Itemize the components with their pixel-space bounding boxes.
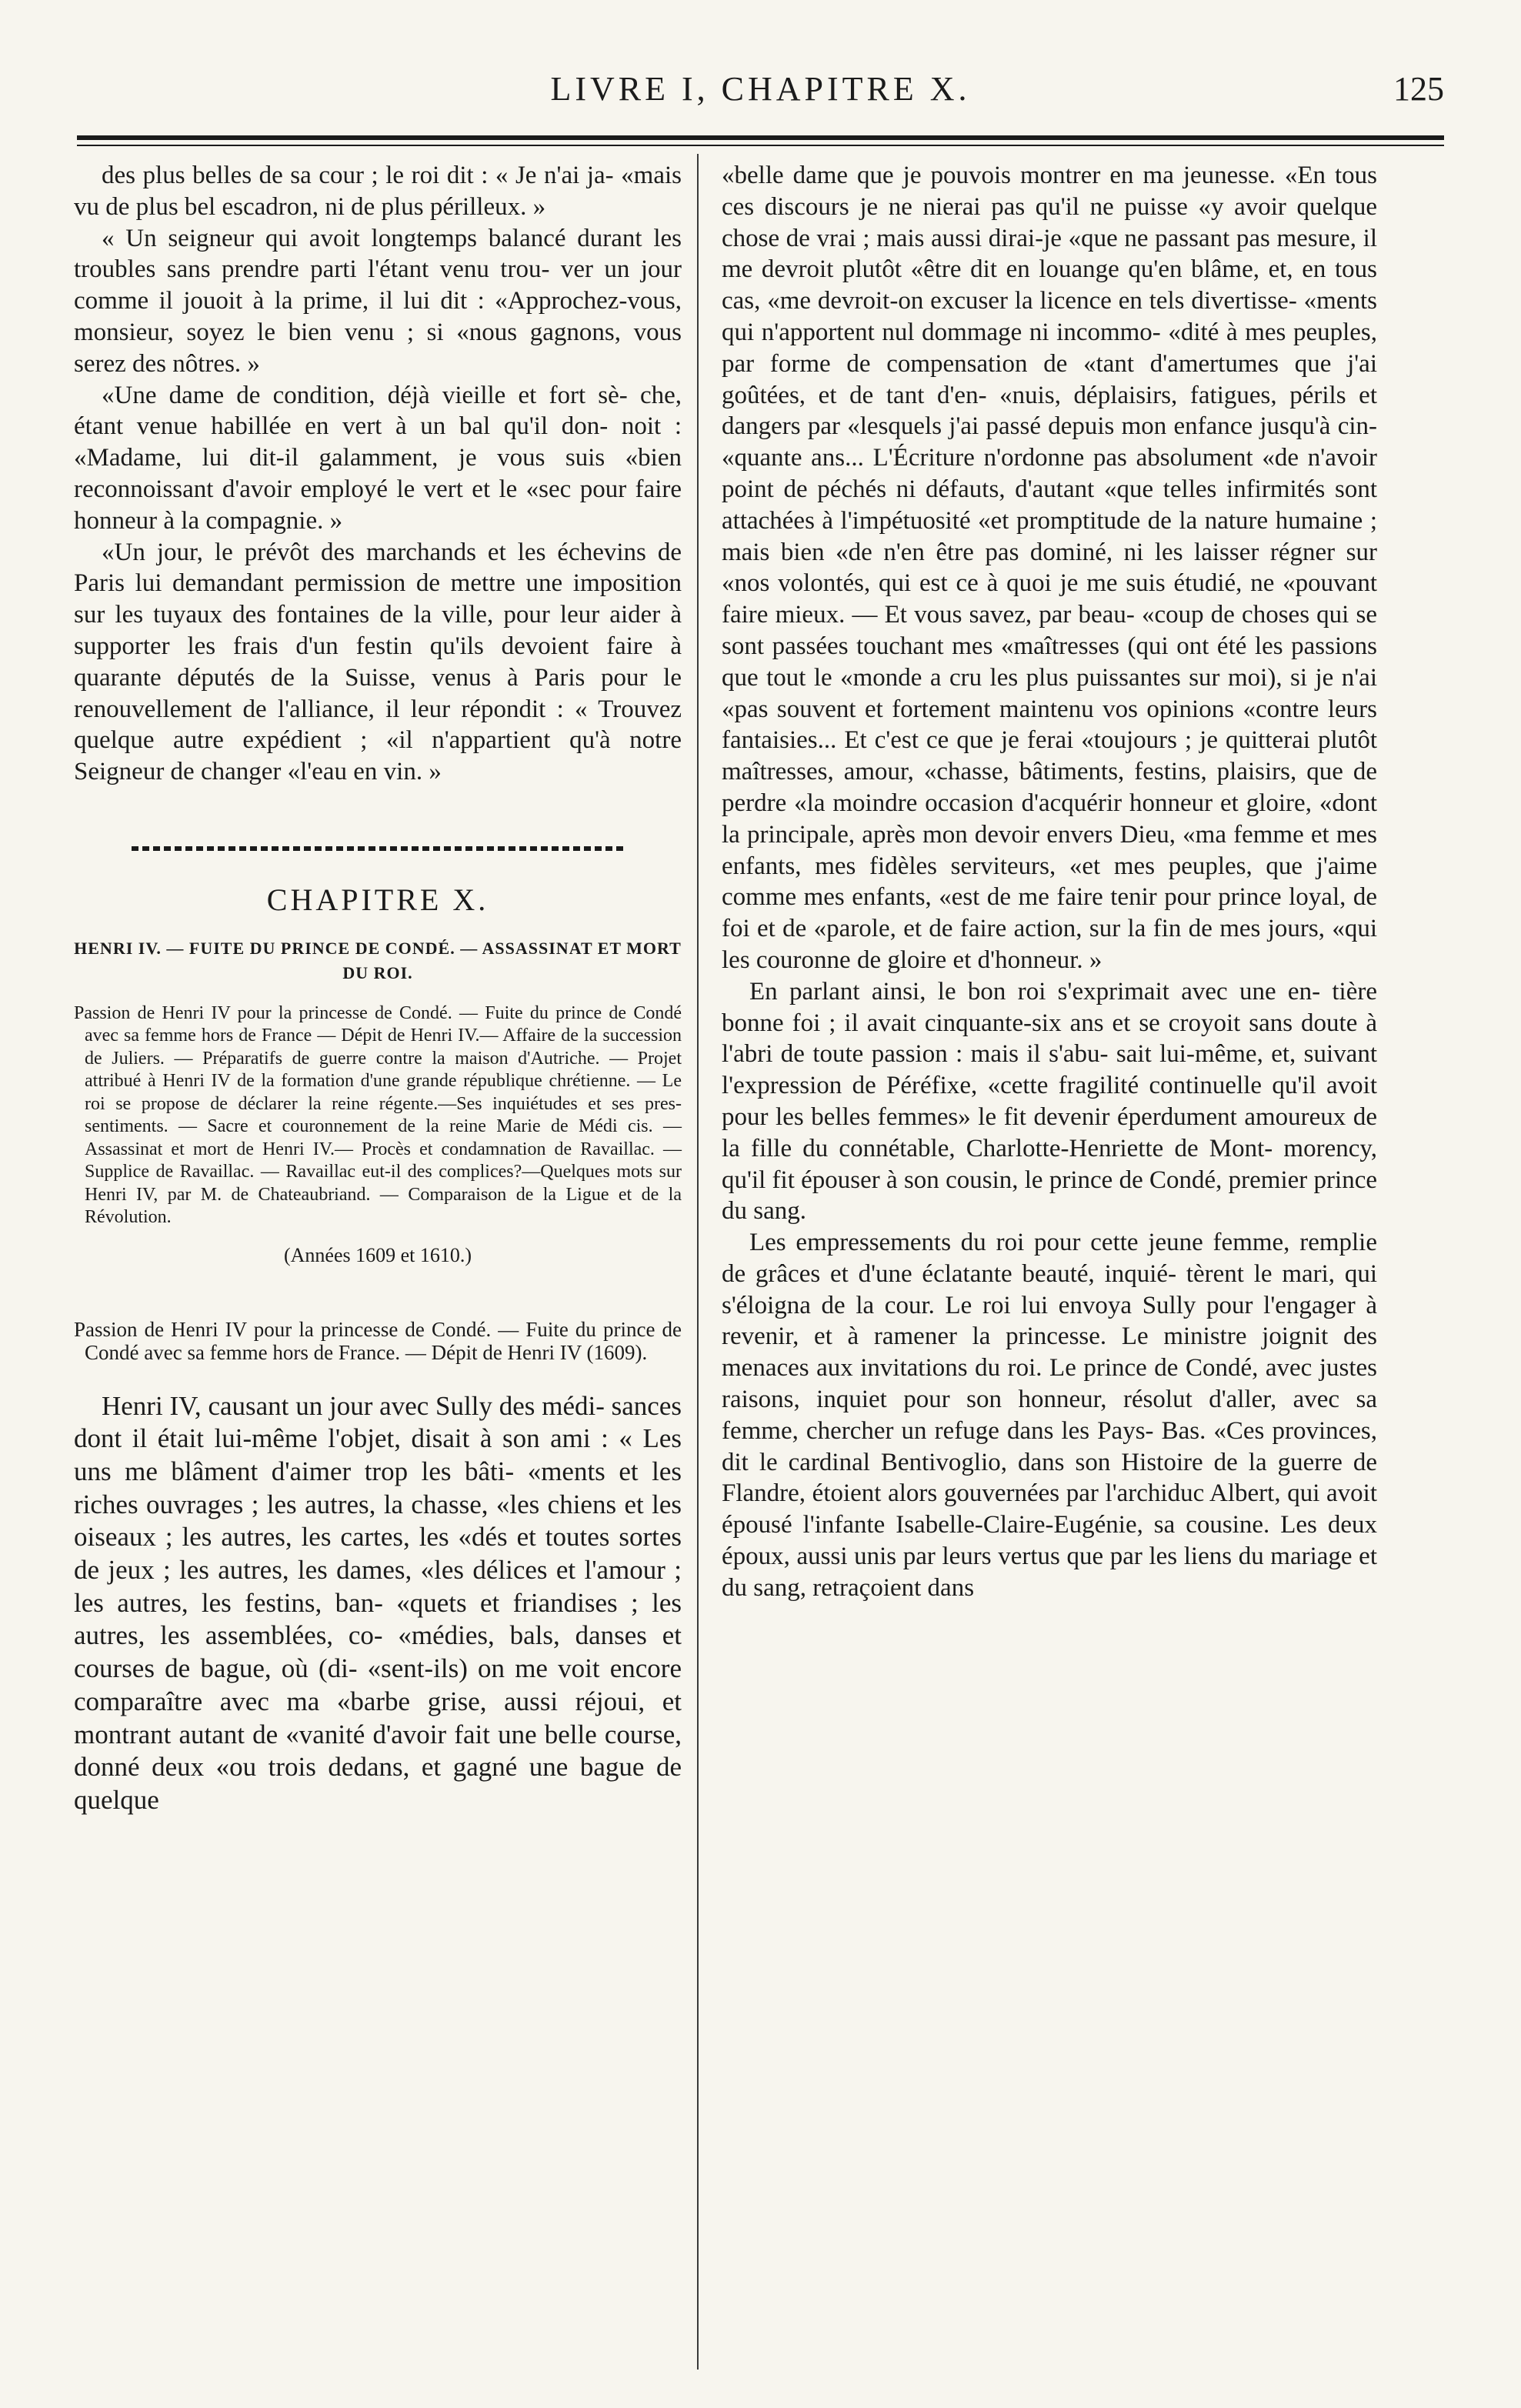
chapter-summary: Passion de Henri IV pour la princesse de Condé. — Fuite du prince de Condé avec sa femme hors de France — Dépit de Henri IV.— Affaire de la succession de Juliers. — Préparatifs de guerre contre la maison d'Autriche. — Projet attribué à Henri IV de la formation d'une grande république chrétienne. — Le roi se propose de déclarer la reine régente.—Ses inquiétudes et ses pres- sentiments. — Sacre et couronnement de la reine Marie de Médi cis. — Assassinat et mort de Henri IV.— Procès et condamnation de Ravaillac. — Supplice de Ravaillac. — Ravaillac eut-il des complices?—Quelques mots sur Henri IV, par M. de Chateaubriand. — Comparaison de la Ligue et de la Révolution. [74, 1002, 682, 1228]
column-divider [697, 154, 699, 2370]
right-column [722, 160, 1377, 1604]
paragraph: « Un seigneur qui avoit longtemps balancé durant les troubles sans prendre parti l'étant venu trou- ver un jour comme il jouoit à la prime, il lui dit : «Approchez-vous, monsieur, soyez le bien venu ; si «nous gagnons, vous serez des nôtres. » [74, 224, 682, 378]
ornamental-divider [74, 828, 682, 839]
paragraph: «Une dame de condition, déjà vieille et fort sè- che, étant venue habillée en vert à un bal qu'il don- noit : «Madame, lui dit-il galamment, je vous suis «bien reconnoissant d'avoir employé le vert et le «sec pour faire honneur à la compagnie. » [74, 381, 682, 535]
section-heading: Passion de Henri IV pour la princesse de Condé. — Fuite du prince de Condé avec sa femme hors de France. — Dépit de Henri IV (1609). [74, 1317, 682, 1364]
chapter-heading: CHAPITRE X. [266, 882, 489, 917]
paragraph: Henri IV, causant un jour avec Sully des médi- sances dont il était lui-même l'objet, disait à son ami : « Les uns me blâment d'aimer trop les bâti- «ments et les riches ouvrages ; les autres, la chasse, «les chiens et les oiseaux ; les autres, les cartes, les «dés et toutes sortes de jeux ; les autres, les dames, «les délices et l'amour ; les autres, les festins, ban- «quets et friandises ; les autres, les assemblées, co- «médies, bals, danses et courses de bague, où (di- «sent-ils) on me voit encore comparaître avec ma «barbe grise, aussi réjoui, et montrant autant de «vanité d'avoir fait une belle course, donné deux «ou trois dedans, et gagné une bague de quelque [74, 1390, 682, 1815]
chapter-subheading: HENRI IV. — FUITE DU PRINCE DE CONDÉ. — ASSASSINAT ET MORT DU ROI. [74, 938, 682, 982]
paragraph: des plus belles de sa cour ; le roi dit : « Je n'ai ja- «mais vu de plus bel escadron, ni de plus périlleux. » [74, 162, 682, 221]
running-title: LIVRE I, CHAPITRE X. [550, 70, 971, 108]
paragraph: Les empressements du roi pour cette jeune femme, remplie de grâces et d'une éclatante beauté, inquié- tèrent le mari, qui s'éloigna de la cour. Le roi lui envoya Sully pour l'engager à revenir, et à ramener la princesse. Le ministre joignit des menaces aux invitations du roi. Le prince de Condé, avec justes raisons, inquiet pour son honneur, résolut d'aller, avec sa femme, chercher un refuge dans les Pays- Bas. «Ces provinces, dit le cardinal Bentivoglio, dans son Histoire de la guerre de Flandre, étoient alors gouvernées par l'archiduc Albert, qui avoit épousé l'infante Isabelle-Claire-Eugénie, sa cousine. Les deux époux, aussi unis par leurs vertus que par les liens du mariage et du sang, retraçoient dans [722, 1229, 1377, 1602]
header-rule-thin [77, 145, 1444, 146]
page-number: 125 [1393, 70, 1444, 108]
date-range: (Années 1609 et 1610.) [283, 1243, 472, 1266]
left-column [74, 160, 682, 1817]
paragraph: «Un jour, le prévôt des marchands et les échevins de Paris lui demandant permission de mettre une imposition sur les tuyaux des fontaines de la ville, pour leur aider à supporter les frais d'un festin qu'ils devoient faire à quarante députés de la Suisse, venus à Paris pour le renouvellement de l'alliance, il leur répondit : « Trouvez quelque autre expédient ; «il n'appartient qu'à notre Seigneur de changer «l'eau en vin. » [74, 538, 682, 786]
paragraph: «belle dame que je pouvois montrer en ma jeunesse. «En tous ces discours je ne nierai pas qu'il ne puisse «y avoir quelque chose de vrai ; mais aussi dirai-je «que ne passant pas mesure, il me devroit plutôt «être dit en louange qu'en blâme, et, en tous cas, «me devroit-on excuser la licence en tels divertisse- «ments qui n'apportent nul dommage ni incommo- «dité à mes peuples, par forme de compensation de «tant d'amertumes que j'ai goûtées, et de tant d'en- «nuis, déplaisirs, fatigues, périls et dangers par «lesquels j'ai passé depuis mon enfance jusqu'à cin- «quante ans... L'Écriture n'ordonne pas absolument «de n'avoir point de péchés ni défauts, d'autant «que telles infirmités sont attachées à l'impétuosité «et promptitude de la nature humaine ; mais bien «de n'en être pas dominé, ni les laisser régner sur «nos volontés, qui est ce à quoi je me suis étudié, ne «pouvant faire mieux. — Et vous savez, par beau- «coup de choses qui se sont passées touchant mes «maîtresses (qui ont été les passions que tout le «monde a cru les plus puissantes sur moi), si je n'ai «pas souvent et fortement maintenu vos opinions «contre leurs fantaisies... Et c'est ce que je ferai «toujours ; je quitterai plutôt maîtresses, amour, «chasse, bâtiments, festins, plaisirs, que de perdre «la moindre occasion d'acquérir honneur et gloire, «dont la principale, après mon devoir envers Dieu, «ma femme et mes enfants, mes fidèles serviteurs, «et mes peuples, que j'aime comme mes enfants, «est de me faire tenir pour prince loyal, de foi et de «parole, et de faire action, sur la fin de mes jours, «qui les couronne de gloire et d'honneur. » [722, 162, 1377, 974]
page-header [77, 69, 1444, 115]
header-rule-thick [77, 135, 1444, 140]
paragraph: En parlant ainsi, le bon roi s'exprimait avec une en- tière bonne foi ; il avait cinquante-six ans et se croyoit sans doute à l'abri de toute passion : mais il s'abu- sait lui-même, et, suivant l'expression de Péréfixe, «cette fragilité continuelle qu'il avoit pour les belles femmes» le fit devenir éperdument amoureux de la fille du connétable, Charlotte-Henriette de Mont- morency, qu'il fit épouser à son cousin, le prince de Condé, premier prince du sang. [722, 977, 1377, 1226]
